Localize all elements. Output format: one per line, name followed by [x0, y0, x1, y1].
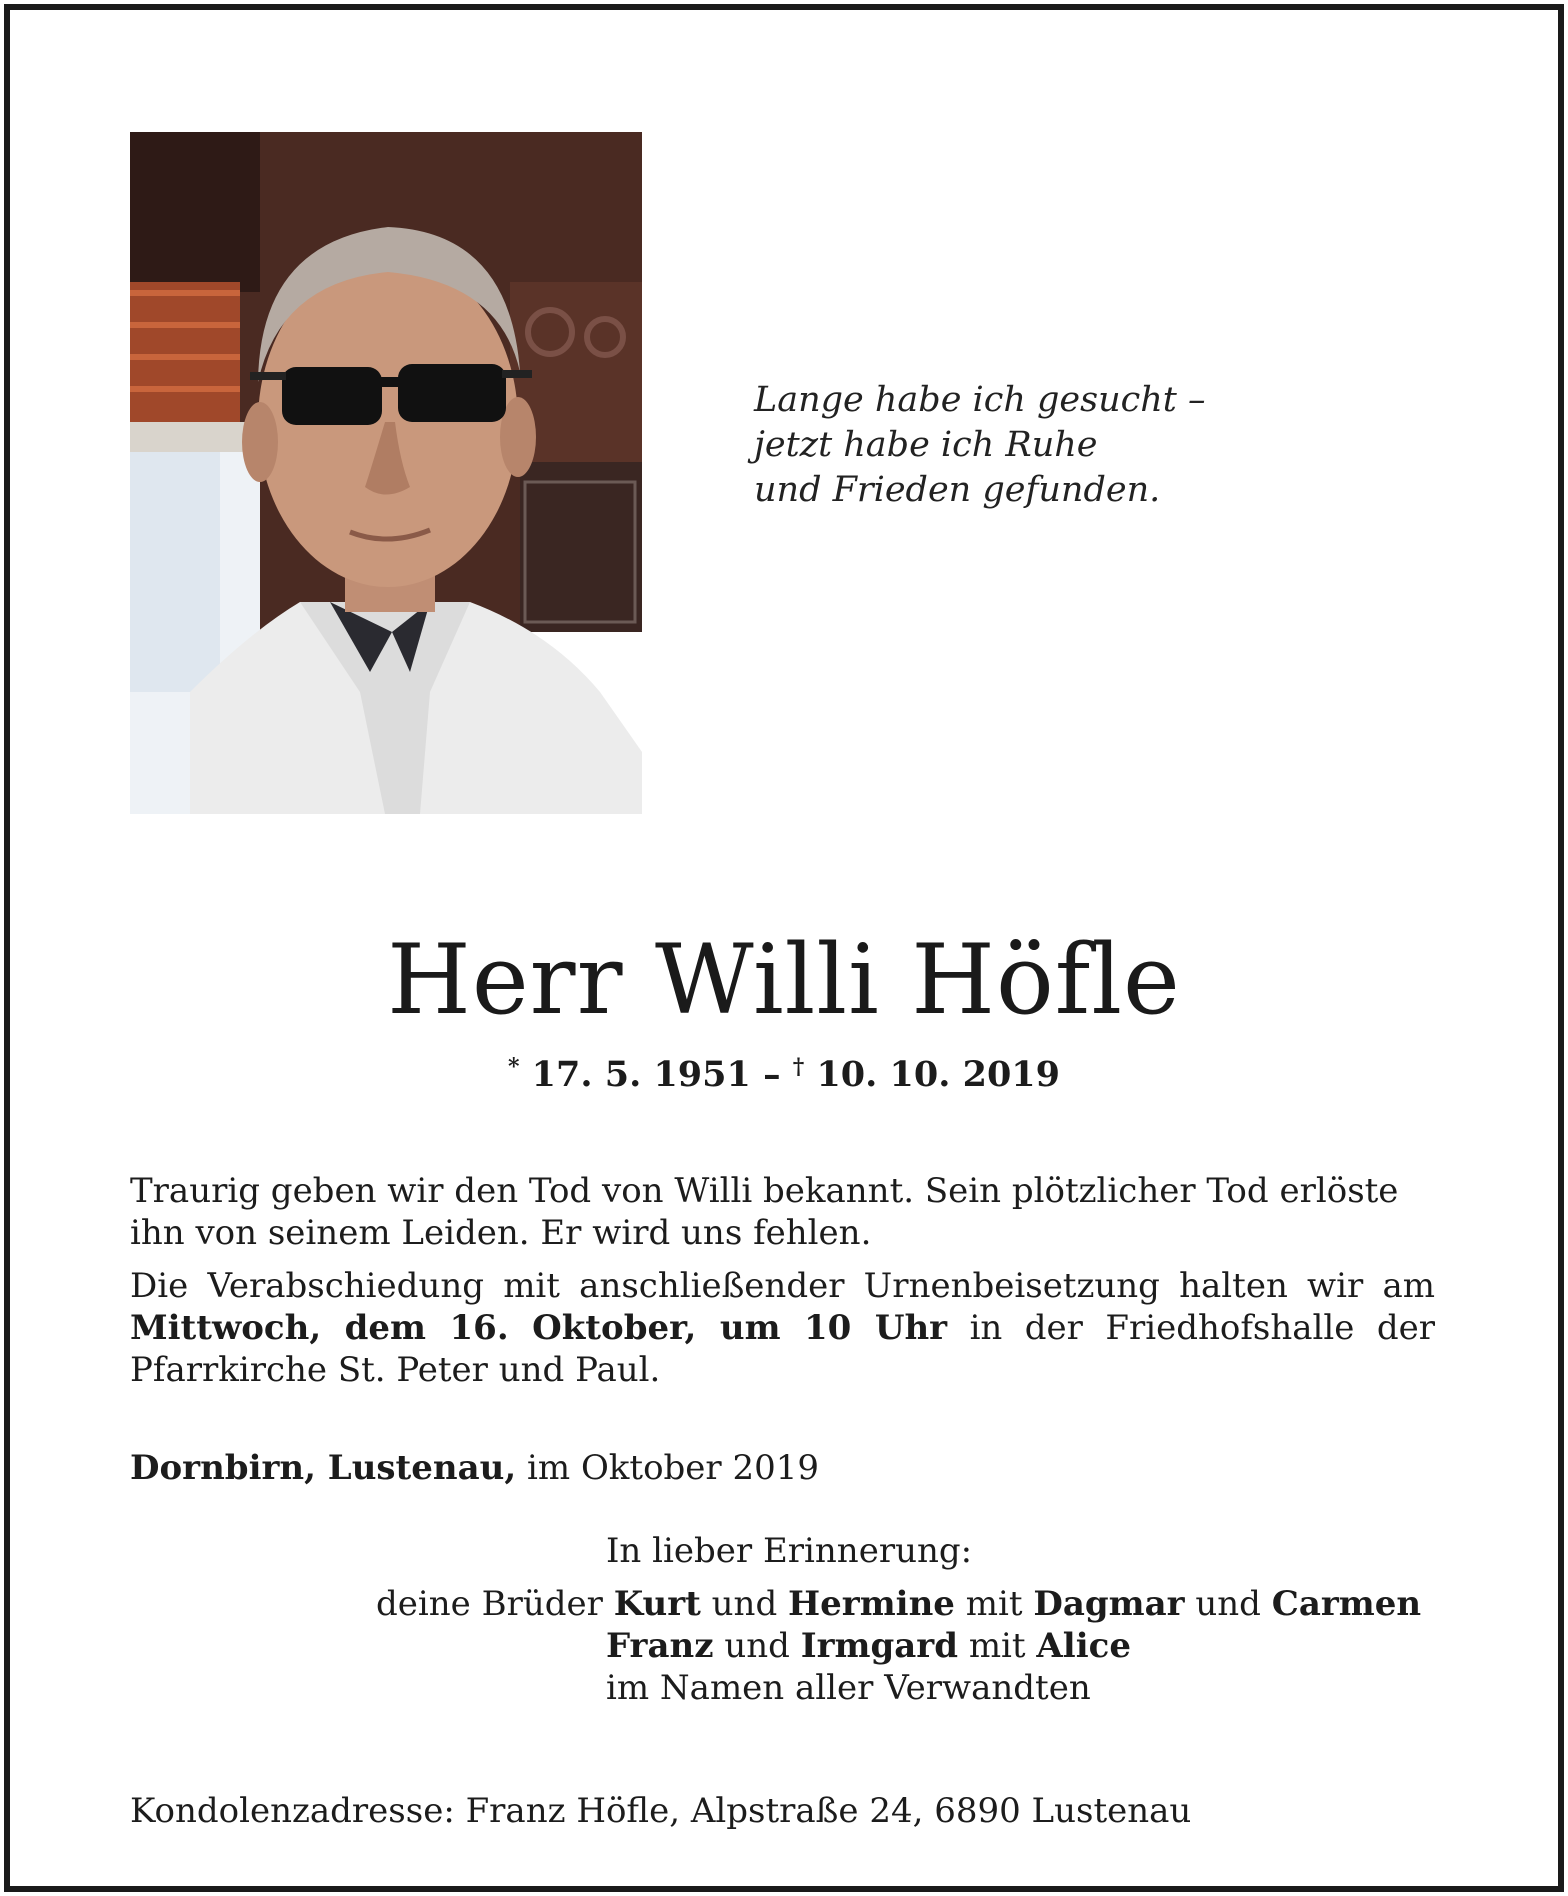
family-signature: [376, 1583, 1421, 1709]
announcement-paragraph: Traurig geben wir den Tod von Willi bekannt. Sein plötzlicher Tod erlöste ihn von seinem Leiden. Er wird uns fehlen.: [130, 1171, 1399, 1253]
family-row: im Namen aller Verwandten: [606, 1668, 1091, 1708]
family-name: Franz: [606, 1626, 714, 1666]
family-name: Dagmar: [1033, 1584, 1185, 1624]
birth-star-symbol: *: [507, 1054, 520, 1080]
conjunction: und: [711, 1584, 778, 1624]
motto-line: Lange habe ich gesucht –: [754, 380, 1206, 420]
family-name: Carmen: [1271, 1584, 1422, 1624]
condolence-address: Kondolenzadresse: Franz Höfle, Alpstraße 24, 6890 Lustenau: [130, 1791, 1192, 1831]
ceremony-datetime: Mittwoch, dem 16. Oktober, um 10 Uhr: [130, 1308, 948, 1348]
death-date: 10. 10. 2019: [816, 1054, 1061, 1095]
conjunction: und: [1195, 1584, 1261, 1624]
family-name: Irmgard: [800, 1626, 958, 1666]
ceremony-location: in der Friedhofshalle der Pfarrkirche St. Peter und Paul.: [130, 1308, 1435, 1390]
family-name: Kurt: [613, 1584, 701, 1624]
family-prefix: deine Brüder: [376, 1584, 603, 1624]
ceremony-paragraph: [130, 1265, 1435, 1391]
death-cross-symbol: †: [792, 1054, 805, 1080]
conjunction: und: [724, 1626, 790, 1666]
birth-date: 17. 5. 1951: [531, 1054, 751, 1095]
conjunction: mit: [965, 1584, 1023, 1624]
motto-line: und Frieden gefunden.: [754, 470, 1161, 510]
family-name: Hermine: [788, 1584, 955, 1624]
family-row: [376, 1625, 1421, 1667]
place-date-line: [130, 1447, 819, 1489]
motto-quote: [754, 378, 1205, 513]
life-dates: [0, 1045, 1568, 1097]
deceased-name: Herr Willi Höfle: [387, 924, 1181, 1036]
family-row: [376, 1583, 1421, 1625]
date-separator: –: [763, 1054, 781, 1095]
portrait-photo: [130, 132, 642, 814]
conjunction: mit: [968, 1626, 1026, 1666]
places: Dornbirn, Lustenau,: [130, 1448, 517, 1488]
motto-line: jetzt habe ich Ruhe: [754, 425, 1098, 465]
month-year: im Oktober 2019: [527, 1448, 820, 1488]
ceremony-intro: Die Verabschiedung mit anschließender Urnenbeisetzung halten wir am: [130, 1266, 1435, 1306]
family-name: Alice: [1036, 1626, 1131, 1666]
memory-heading: In lieber Erinnerung:: [606, 1531, 973, 1571]
